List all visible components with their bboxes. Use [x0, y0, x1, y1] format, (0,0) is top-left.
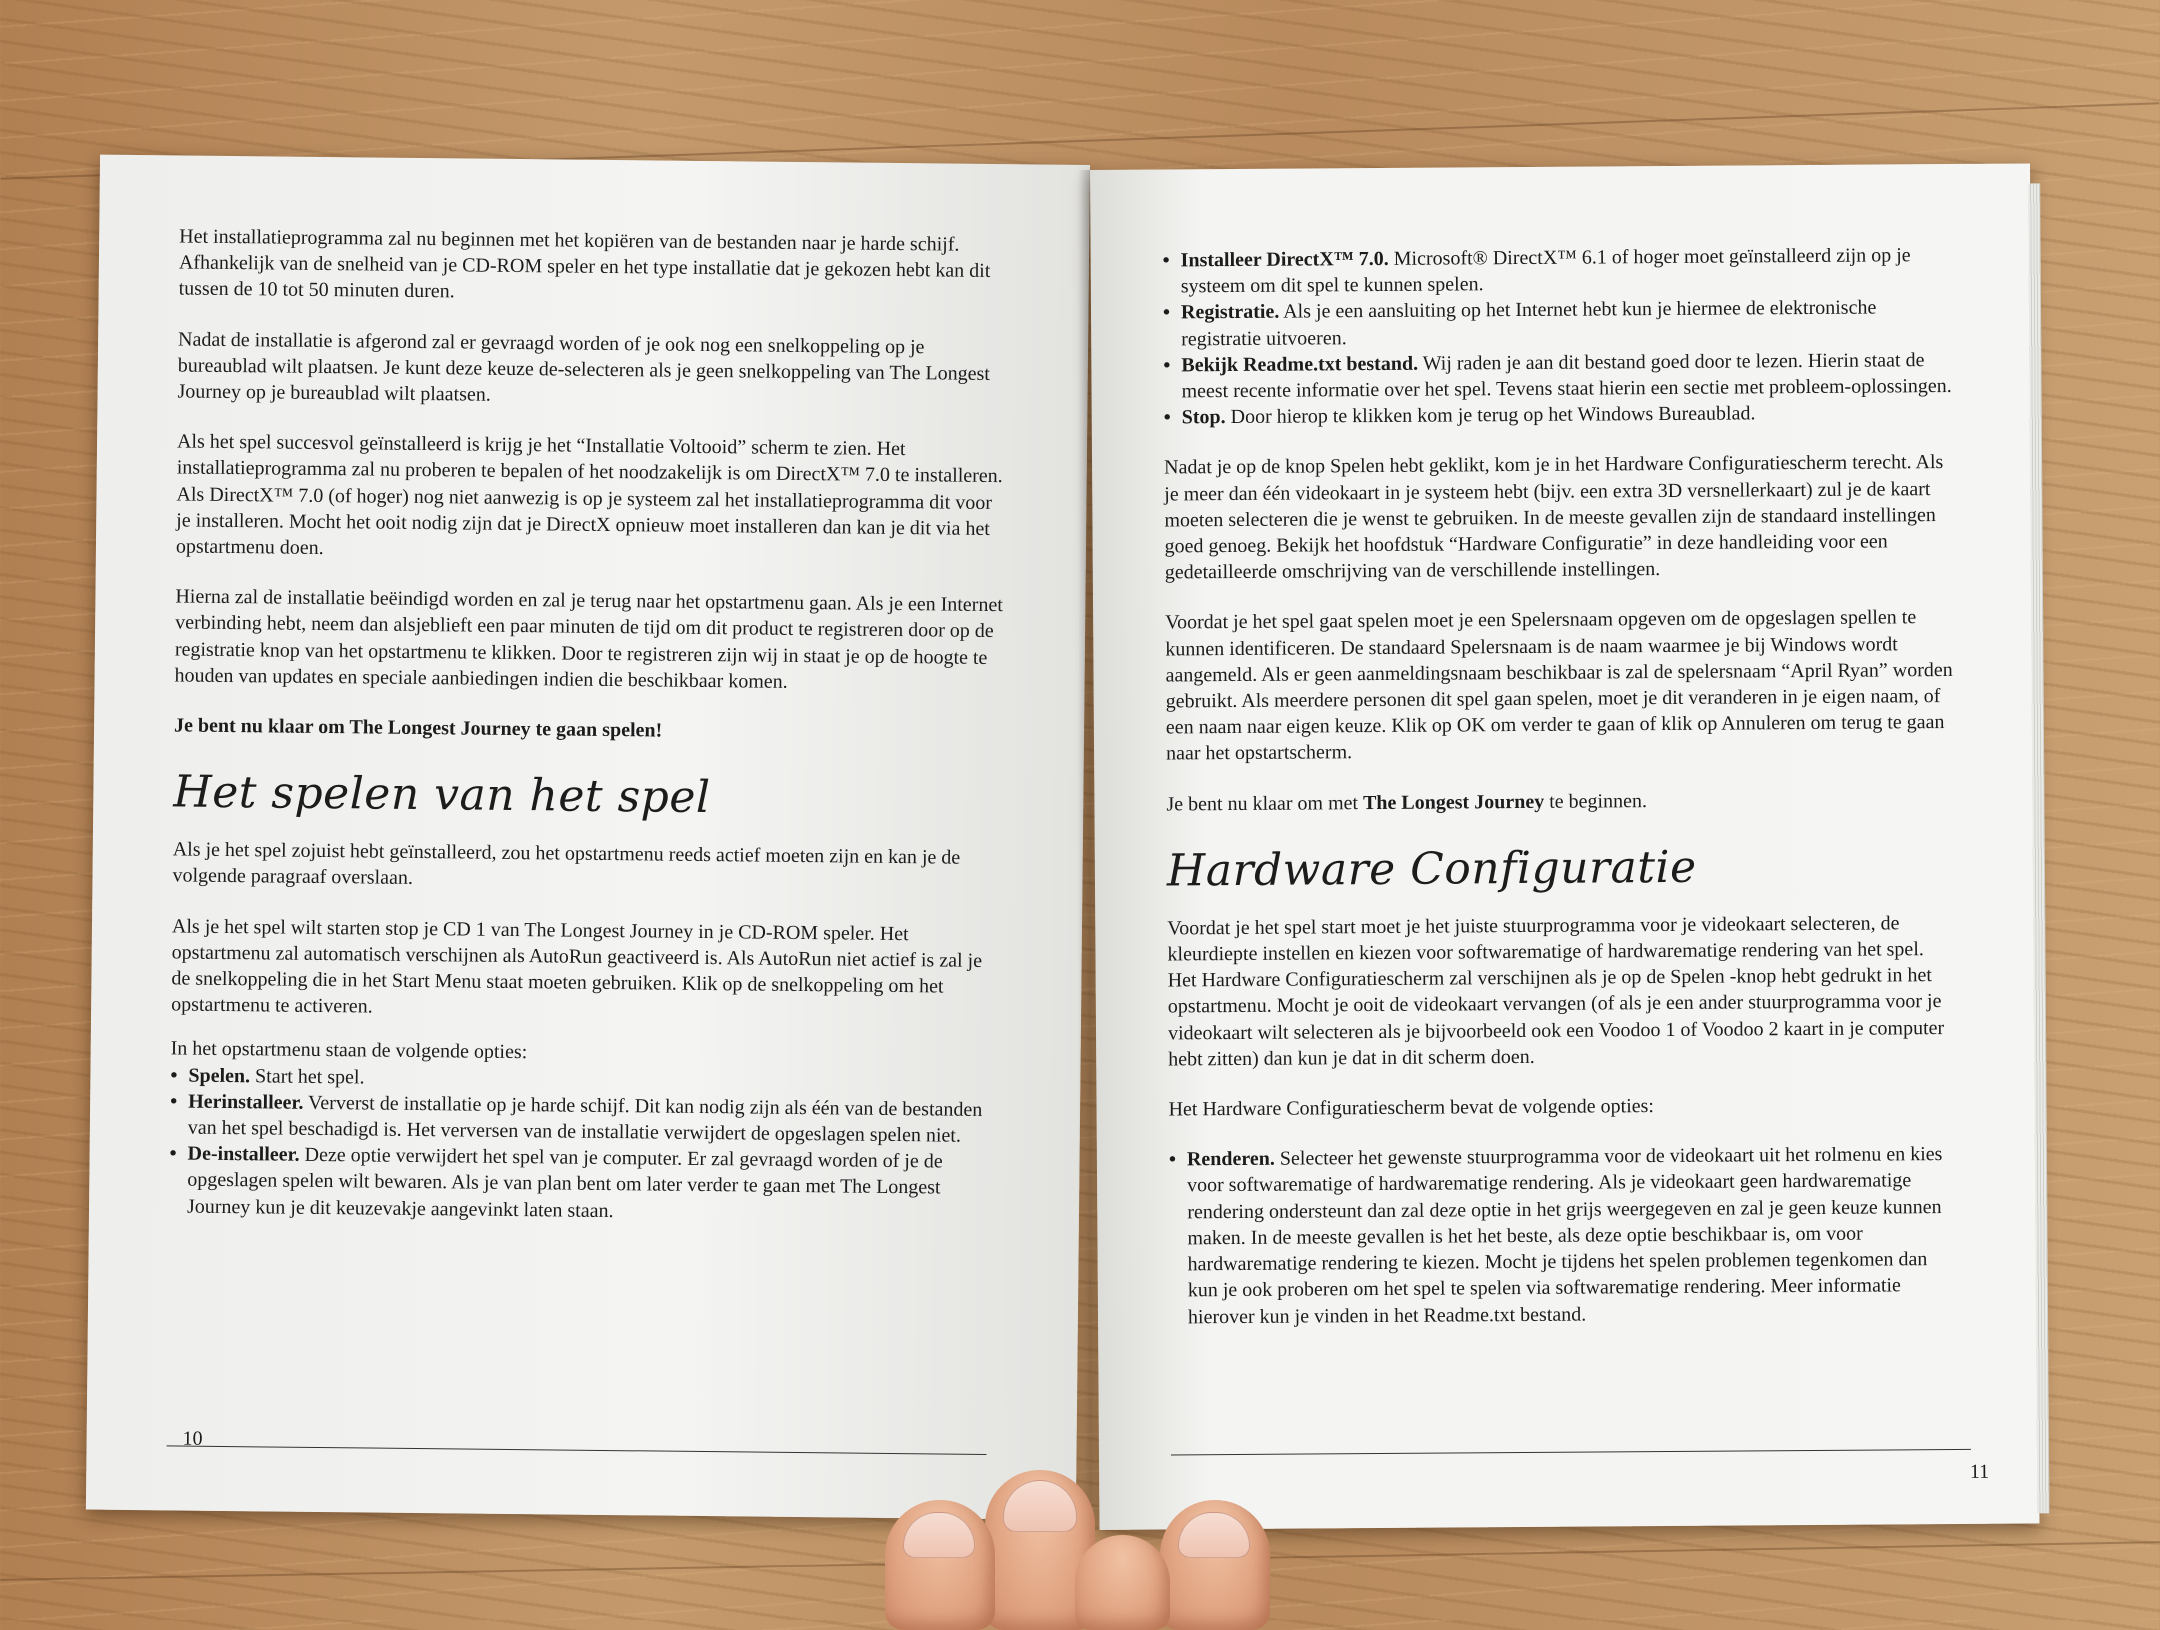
options-list — [169, 1062, 1001, 1228]
footer-rule — [167, 1445, 987, 1455]
paragraph: Het installatieprogramma zal nu beginnen met het kopiëren van de bestanden naar je harde schijf. Afhankelijk van de snelheid van je CD-ROM speler en het type installatie dat je gekozen hebt kan dit tussen de 10 tot 50 minuten duren. — [178, 225, 991, 303]
page-number: 11 — [1969, 1460, 1990, 1483]
option-term: Spelen. — [188, 1064, 251, 1087]
paragraph: Voordat je het spel start moet je het juiste stuurprogramma voor je videokaart selecteren, de kleurdiepte instellen en kiezen voor softwarematige of hardwarematige rendering van het spel. Het Hardware Configuratiescherm zal verschijnen als je op de Spelen -knop hebt gedrukt in het opstartmenu. Mocht je ooit de videokaart vervangen (of als je een ander stuurprogramma voor je videokaart wilt selecteren als je bijvoorbeeld ook een Voodoo 1 of Voodoo 2 kaart in je computer hebt zitten) dan kun je dat in dit scherm doen. — [1167, 912, 1945, 1071]
ready-suffix: te beginnen. — [1544, 789, 1647, 813]
paragraph: Hierna zal de installatie beëindigd worden en zal je terug naar het opstartmenu gaan. Als je een Internet verbinding hebt, neem dan alsjeblieft een paar minuten de tijd om dit product te registreren door op de registratie knop van het opstartmenu te klikken. Door te registreren zijn wij in staat je op de hoogte te houden van updates en speciale aanbiedingen indien die beschikbaar komen. — [174, 585, 1003, 693]
paragraph: Voordat je het spel gaat spelen moet je een Spelersnaam opgeven om de opgeslagen spellen te kunnen identificeren. De standaard Spelersnaam is de naam waarmee je bij Windows wordt aangemeld. Als er geen aanmeldingsnaam beschikbaar is zal de spelersnaam “April Ryan” worden gebruikt. Als meerdere personen dit spel gaan spelen, moet je dit veranderen in je eigen naam, of een naam naar eigen keuze. Klik op OK om verder te gaan of klik op Annuleren om terug te gaan naar het opstartscherm. — [1165, 606, 1953, 765]
ready-line: Je bent nu klaar om The Longest Journey te gaan spelen! — [173, 714, 663, 742]
options-intro: Het Hardware Configuratiescherm bevat de volgende opties: — [1168, 1095, 1655, 1121]
right-page — [1090, 163, 2039, 1530]
list-item — [1163, 347, 1953, 405]
finger — [1160, 1500, 1270, 1630]
option-text: Als je een aansluiting op het Internet hebt kun je hiermee de elektronische registratie uitvoeren. — [1181, 296, 1877, 350]
list-item — [169, 1141, 1000, 1228]
option-text: Door hierop te klikken kom je terug op het Windows Bureaublad. — [1225, 402, 1756, 429]
fingernail — [903, 1512, 975, 1558]
left-page-text — [169, 223, 1010, 1252]
option-text: Ververst de installatie op je harde schijf. Dit kan nodig zijn als één van de bestanden van het spel beschadigd is. Het verversen van de installatie verwijdert de opgeslagen spelen niet. — [187, 1091, 983, 1147]
list-item — [1163, 242, 1953, 300]
ready-prefix: Je bent nu klaar om met — [1166, 791, 1364, 816]
section-heading: Het spelen van het spel — [173, 766, 711, 824]
options-intro: In het opstartmenu staan de volgende opties: — [170, 1037, 528, 1064]
option-term: Renderen. — [1186, 1148, 1275, 1171]
option-term: Bekijk Readme.txt bestand. — [1181, 352, 1419, 377]
option-text: Start het spel. — [249, 1064, 365, 1089]
finger — [885, 1500, 995, 1630]
paragraph: Als je het spel wilt starten stop je CD 1 van The Longest Journey in je CD-ROM speler. Het opstartmenu zal automatisch verschijnen als AutoRun geactiveerd is. Als AutoRun niet actief is zal je de snelkoppeling die in het Start Menu staat moeten gebruiken. Klik op de snelkoppeling om het opstartmenu te activeren. — [171, 915, 983, 1018]
section-heading: Hardware Configuratie — [1166, 841, 1697, 897]
fingernail — [1003, 1480, 1077, 1532]
paragraph: Nadat je op de knop Spelen hebt geklikt, kom je in het Hardware Configuratiescherm terecht. Als je meer dan één videokaart in je systeem hebt (bijv. een extra 3D versnellerkaart) zul je de kaart moeten selecteren die je wenst te gebruiken. In de meeste gevallen zijn de standaard instellingen goed genoeg. Bekijk het hoofdstuk “Hardware Configuratie” in deze handleiding voor een gedetailleerde omschrijving van de verschillende instellingen. — [1164, 451, 1944, 584]
option-term: Installeer DirectX™ 7.0. — [1180, 247, 1389, 272]
option-term: Herinstalleer. — [188, 1090, 304, 1114]
options-list — [1163, 242, 1954, 431]
left-page — [86, 155, 1090, 1520]
list-item — [1169, 1141, 1960, 1330]
page-stack-edge — [2028, 183, 2049, 1513]
ready-line — [1166, 786, 1956, 818]
option-term: Registratie. — [1180, 301, 1280, 324]
options-list — [1169, 1141, 1960, 1330]
option-text: Deze optie verwijdert het spel van je computer. Er zal gevraagd worden of je de opgeslagen spelen wilt bewaren. Als je van plan bent om later verder te gaan met The Longest Journey kun je dit keuzevakje aangevinkt laten staan. — [186, 1144, 943, 1222]
list-item — [1164, 399, 1954, 431]
option-text: Wij raden je aan dit bestand goed door te lezen. Hierin staat de meest recente informatie over het spel. Tevens staat hierin een sectie met probleem-oplossingen. — [1181, 348, 1952, 403]
list-item — [170, 1088, 1001, 1149]
option-term: De-installeer. — [187, 1142, 300, 1167]
finger — [1075, 1535, 1170, 1630]
option-term: Stop. — [1181, 406, 1226, 429]
footer-rule — [1171, 1449, 1971, 1456]
ready-title: The Longest Journey — [1362, 790, 1545, 814]
page-number: 10 — [182, 1427, 203, 1450]
fingernail — [1178, 1512, 1250, 1558]
option-text: Selecteer het gewenste stuurprogramma voor de videokaart uit het rolmenu en kies voor softwarematige of hardwarematige rendering. Als je videokaart geen hardwarematige rendering ondersteunt dan zal deze optie in het grijs weergegeven en zal je geen keuze kunnen maken. In de meeste gevallen is het het beste, als deze optie beschikbaar is, om voor hardwarematige rendering te kiezen. Mocht je tijdens het spelen problemen tegenkomen dan kun je ook proberen om het spel te spelen via softwarematige rendering. Meer informatie hierover kun je vinden in het Readme.txt bestand. — [1187, 1143, 1943, 1328]
paragraph: Als het spel succesvol geïnstalleerd is krijg je het “Installatie Voltooid” scherm te zien. Het installatieprogramma zal nu proberen te bepalen of het noodzakelijk is om DirectX™ 7.0 te installeren. Als DirectX™ 7.0 (of hoger) nog niet aanwezig is op je systeem zal het installatieprogramma dit voor je installeren. Mocht het ooit nodig zijn dat je DirectX opnieuw moet installeren dan kan je dit via het opstartmenu doen. — [175, 430, 1003, 560]
list-item — [1163, 294, 1953, 352]
paragraph: Nadat de installatie is afgerond zal er gevraagd worden of je ook nog een snelkoppeling op je bureaublad wilt plaatsen. Je kunt deze keuze de-selecteren als je geen snelkoppeling van The Longest Journey op je bureaublad wilt plaatsen. — [177, 328, 991, 406]
option-text: Microsoft® DirectX™ 6.1 of hoger moet geïnstalleerd zijn op je systeem om dit spel te kunnen spelen. — [1180, 244, 1911, 298]
paragraph: Als je het spel zojuist hebt geïnstalleerd, zou het opstartmenu reeds actief moeten zijn en kan je de volgende paragraaf overslaan. — [172, 838, 961, 890]
right-page-text — [1163, 242, 1961, 1354]
